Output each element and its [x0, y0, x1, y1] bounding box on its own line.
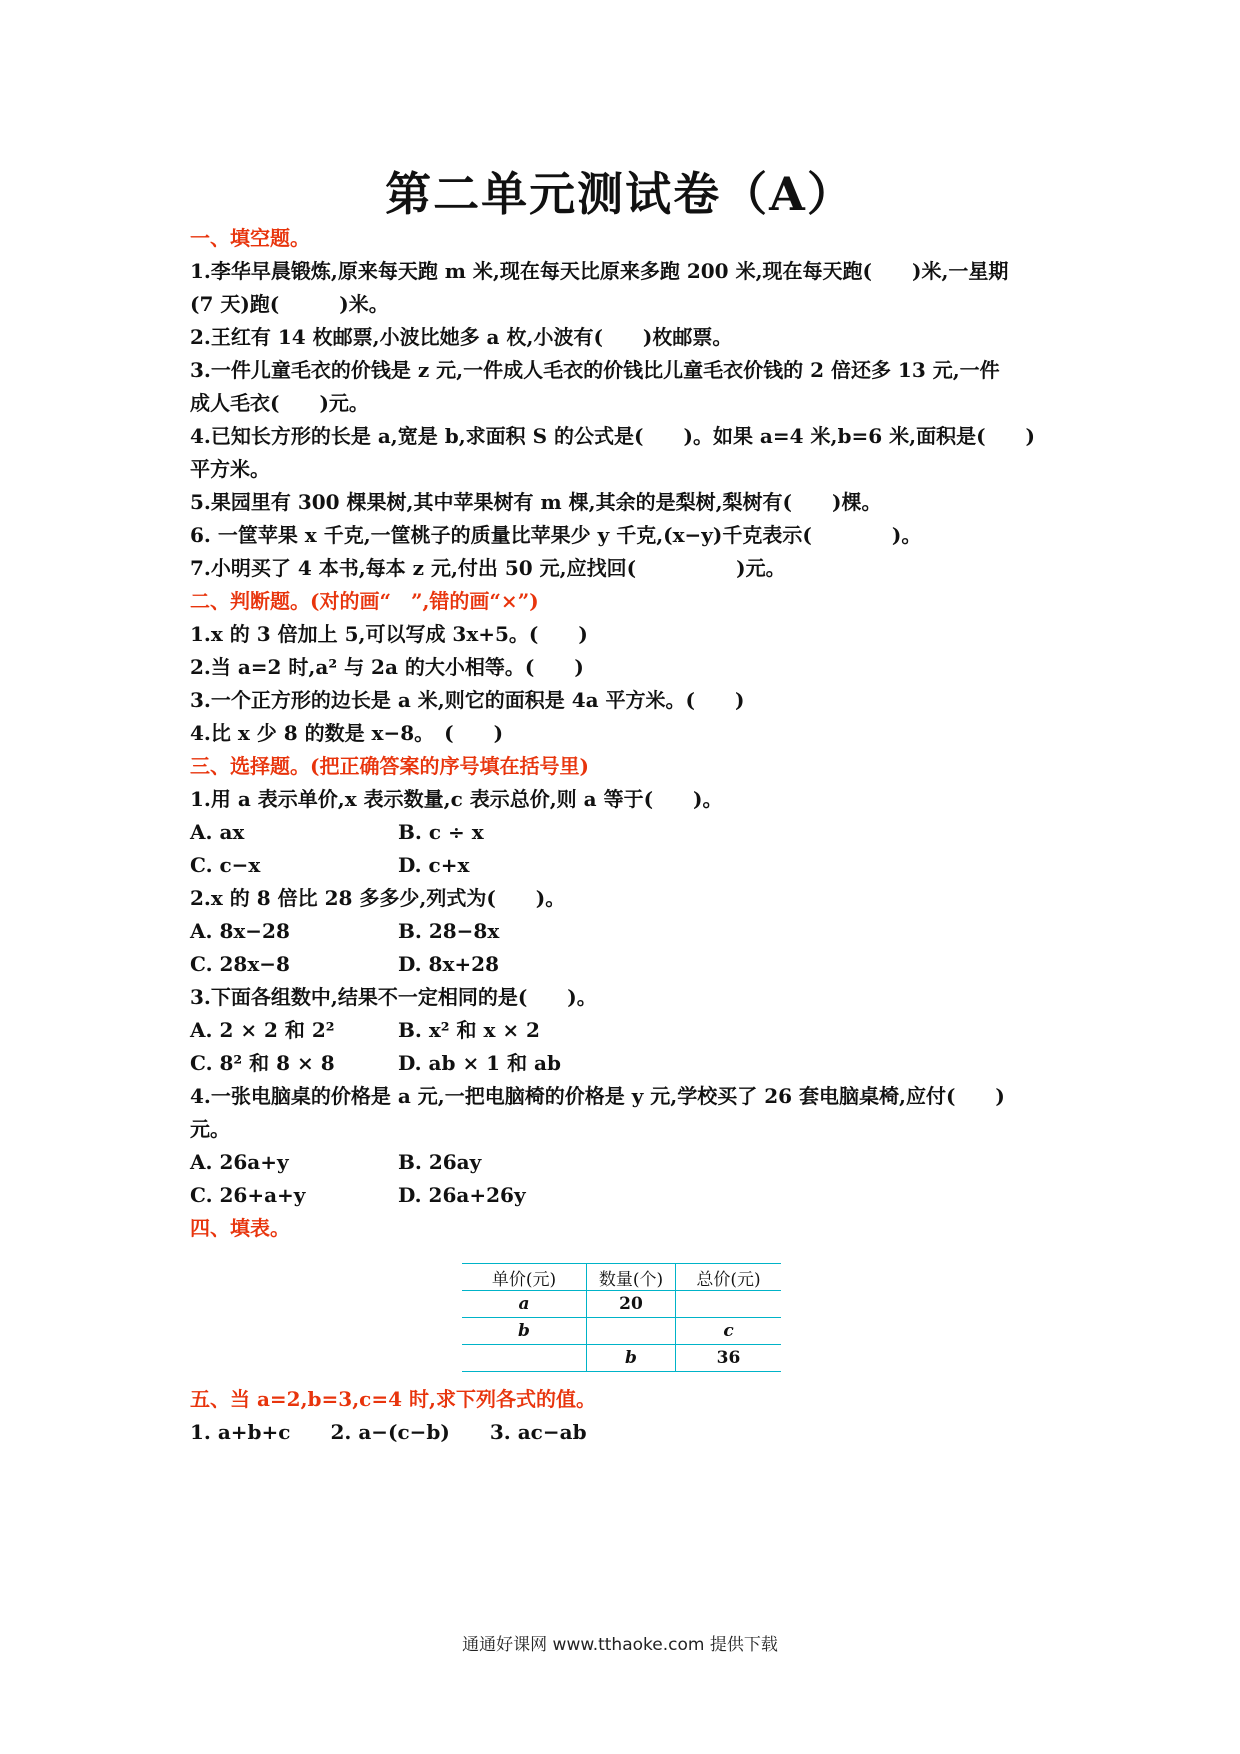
page-title: 第二单元测试卷（A） [385, 167, 855, 221]
table-cell [587, 1318, 676, 1345]
choice-option: A. 8x−28 [190, 919, 290, 943]
choice-question: 2.x 的 8 倍比 28 多多少,列式为( )。 [190, 886, 566, 910]
table-cell [676, 1291, 782, 1318]
table-header-row [462, 1264, 781, 1291]
section-heading-judge: 二、判断题。(对的画“ ”,错的画“×”) [190, 589, 539, 613]
table-header-cell: 数量(个) [587, 1264, 676, 1291]
footer-credit: 通通好课网 www.tthaoke.com 提供下载 [462, 1635, 778, 1655]
section-heading-evaluate: 五、当 a=2,b=3,c=4 时,求下列各式的值。 [190, 1387, 596, 1411]
question-line: (7 天)跑( )米。 [190, 292, 389, 316]
section-heading-fill-blank: 一、填空题。 [190, 226, 310, 250]
choice-option: B. 28−8x [398, 919, 500, 943]
question-line: 成人毛衣( )元。 [190, 391, 369, 415]
question-line: 2.王红有 14 枚邮票,小波比她多 a 枚,小波有( )枚邮票。 [190, 325, 733, 349]
choice-options-row [190, 1014, 1070, 1047]
table-cell [462, 1345, 587, 1372]
choice-question: 3.下面各组数中,结果不一定相同的是( )。 [190, 985, 597, 1009]
question-line: 7.小明买了 4 本书,每本 z 元,付出 50 元,应找回( )元。 [190, 556, 786, 580]
choice-option: C. 8² 和 8 × 8 [190, 1051, 335, 1075]
choice-options-row [190, 849, 1070, 882]
question-line: 3.一件儿童毛衣的价钱是 z 元,一件成人毛衣的价钱比儿童毛衣价钱的 2 倍还多 13 元,一件 [190, 358, 1000, 382]
choice-option: B. x² 和 x × 2 [398, 1018, 540, 1042]
question-line: 6. 一筐苹果 x 千克,一筐桃子的质量比苹果少 y 千克,(x−y)千克表示( )。 [190, 523, 922, 547]
question-line: 5.果园里有 300 棵果树,其中苹果树有 m 棵,其余的是梨树,梨树有( )棵。 [190, 490, 882, 514]
choice-option: D. 26a+26y [398, 1183, 526, 1207]
question-body [190, 222, 1070, 1245]
table-header-cell: 单价(元) [462, 1264, 587, 1291]
choice-option: C. 28x−8 [190, 952, 290, 976]
choice-option: A. 26a+y [190, 1150, 289, 1174]
table-cell: b [462, 1318, 587, 1345]
choice-options-row [190, 915, 1070, 948]
choice-options-row [190, 948, 1070, 981]
table-row [462, 1345, 781, 1372]
choice-question: 元。 [190, 1117, 230, 1141]
judge-item: 2.当 a=2 时,a² 与 2a 的大小相等。( ) [190, 655, 584, 679]
choice-option: A. 2 × 2 和 2² [190, 1018, 335, 1042]
section-heading-table: 四、填表。 [190, 1216, 290, 1240]
table-row [462, 1291, 781, 1318]
judge-item: 1.x 的 3 倍加上 5,可以写成 3x+5。( ) [190, 622, 588, 646]
choice-question: 1.用 a 表示单价,x 表示数量,c 表示总价,则 a 等于( )。 [190, 787, 723, 811]
choice-question: 4.一张电脑桌的价格是 a 元,一把电脑椅的价格是 y 元,学校买了 26 套电脑桌椅,应付( ) [190, 1084, 1005, 1108]
table-row [462, 1318, 781, 1345]
choice-option: A. ax [190, 820, 245, 844]
choice-options-row [190, 1047, 1070, 1080]
table-cell: 20 [587, 1291, 676, 1318]
fill-table [462, 1263, 781, 1372]
choice-option: D. 8x+28 [398, 952, 499, 976]
evaluate-section [190, 1383, 596, 1449]
question-line: 1.李华早晨锻炼,原来每天跑 m 米,现在每天比原来多跑 200 米,现在每天跑( )米,一星期 [190, 259, 1009, 283]
table-cell: c [676, 1318, 782, 1345]
judge-item: 3.一个正方形的边长是 a 米,则它的面积是 4a 平方米。( ) [190, 688, 745, 712]
choice-option: C. 26+a+y [190, 1183, 306, 1207]
question-line: 4.已知长方形的长是 a,宽是 b,求面积 S 的公式是( )。如果 a=4 米,b=6 米,面积是( ) [190, 424, 1035, 448]
judge-item: 4.比 x 少 8 的数是 x−8。 ( ) [190, 721, 504, 745]
expressions-line: 1. a+b+c 2. a−(c−b) 3. ac−ab [190, 1420, 587, 1444]
choice-options-row [190, 1179, 1070, 1212]
choice-option: D. c+x [398, 853, 470, 877]
choice-options-row [190, 1146, 1070, 1179]
choice-option: C. c−x [190, 853, 261, 877]
table-cell: 36 [676, 1345, 782, 1372]
table-header-cell: 总价(元) [676, 1264, 782, 1291]
choice-option: B. c ÷ x [398, 820, 484, 844]
choice-option: B. 26ay [398, 1150, 482, 1174]
section-heading-choice: 三、选择题。(把正确答案的序号填在括号里) [190, 754, 589, 778]
question-line: 平方米。 [190, 457, 270, 481]
table-cell: a [462, 1291, 587, 1318]
table-cell: b [587, 1345, 676, 1372]
choice-options-row [190, 816, 1070, 849]
choice-option: D. ab × 1 和 ab [398, 1051, 561, 1075]
